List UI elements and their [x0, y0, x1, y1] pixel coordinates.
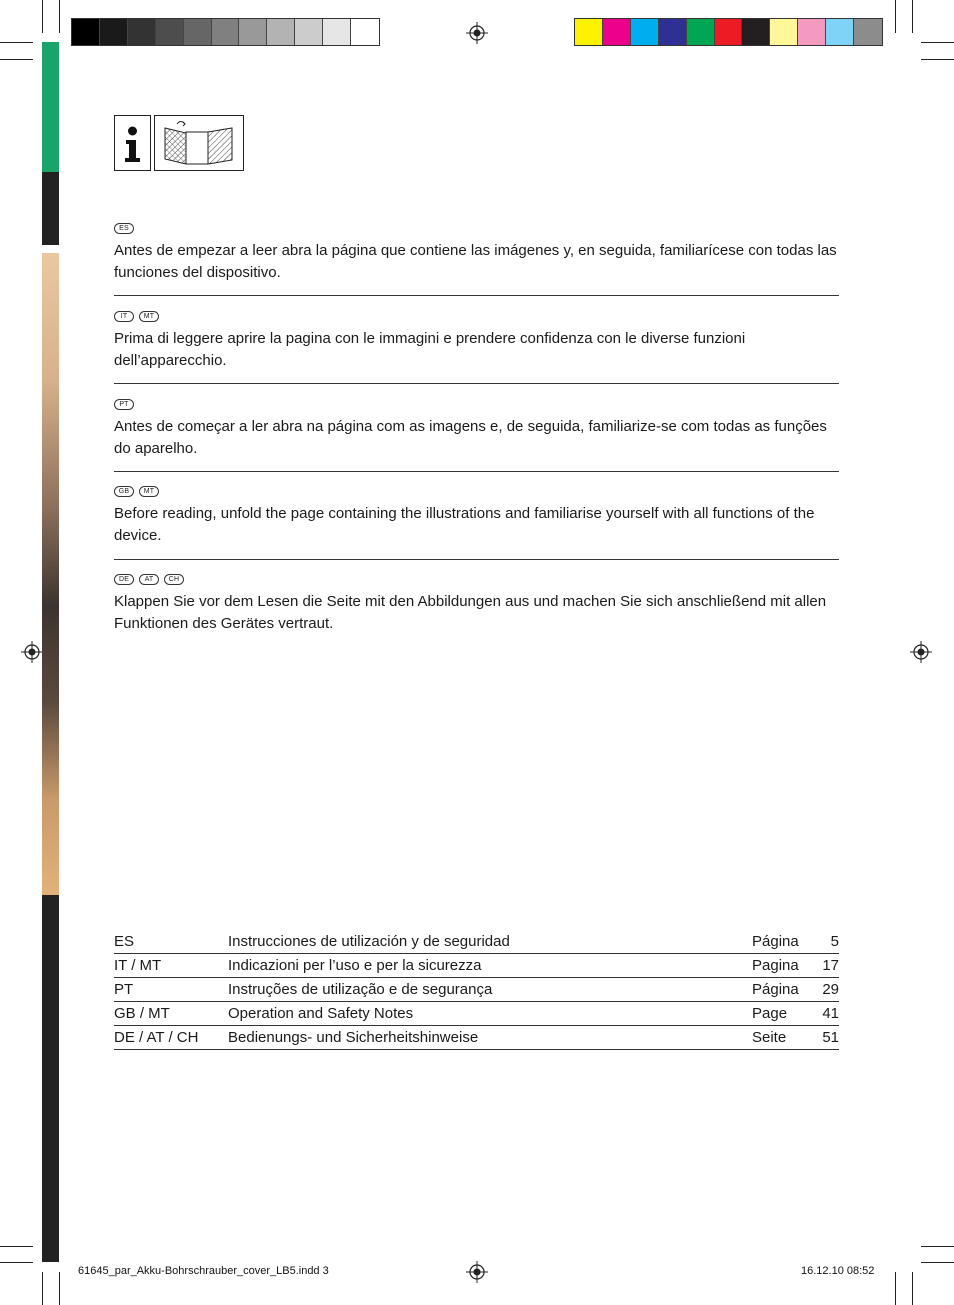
language-badge: IT — [114, 311, 134, 322]
toc-title: Indicazioni per l’uso e per la sicurezza — [228, 957, 482, 974]
section-text: Antes de começar a ler abra na página com as imagens e, de seguida, familiarize-se com todas as funções do aparelho. — [114, 418, 827, 457]
color-swatch — [715, 19, 743, 45]
color-swatch — [742, 19, 770, 45]
section-text: Before reading, unfold the page containing the illustrations and familiarise yourself with all functions of the device. — [114, 505, 815, 544]
language-section-de-at-ch — [114, 574, 839, 635]
edge-strip-green — [42, 42, 59, 172]
toc-page-label: Página — [752, 981, 799, 998]
color-swatch — [212, 19, 240, 45]
color-swatch — [798, 19, 826, 45]
edge-strip-photo — [42, 253, 59, 895]
registration-mark-icon — [910, 641, 932, 663]
info-icon — [114, 115, 151, 171]
language-badges — [114, 399, 839, 411]
language-badges — [114, 311, 839, 323]
color-swatch — [826, 19, 854, 45]
section-text: Klappen Sie vor dem Lesen die Seite mit den Abbildungen aus und machen Sie sich anschließend mit allen Funktionen des Gerätes vertraut. — [114, 593, 827, 632]
table-of-contents — [114, 930, 839, 1050]
toc-title: Operation and Safety Notes — [228, 1005, 414, 1022]
color-swatch — [687, 19, 715, 45]
footer-filename: 61645_par_Akku-Bohrschrauber_cover_LB5.indd 3 — [78, 1265, 329, 1277]
fold-out-page-icon — [154, 115, 244, 171]
toc-page-label: Página — [752, 933, 799, 950]
toc-language: GB / MT — [114, 1005, 170, 1022]
color-swatch — [659, 19, 687, 45]
crop-mark — [0, 1246, 33, 1247]
divider — [114, 295, 839, 296]
edge-strip-dark — [42, 172, 59, 245]
language-badges — [114, 223, 839, 235]
toc-language: DE / AT / CH — [114, 1029, 199, 1046]
divider — [114, 559, 839, 560]
edge-strip-dark-bottom — [42, 895, 59, 1262]
color-swatch — [184, 19, 212, 45]
color-swatch — [854, 19, 882, 45]
toc-page-number: 29 — [822, 981, 839, 998]
toc-row — [114, 930, 839, 954]
crop-mark — [0, 42, 33, 43]
toc-page-label: Pagina — [752, 957, 799, 974]
language-section-es — [114, 223, 839, 284]
crop-mark — [912, 1272, 913, 1305]
color-swatch — [267, 19, 295, 45]
language-badge: MT — [139, 486, 159, 497]
toc-page-number: 51 — [822, 1029, 839, 1046]
color-swatch — [351, 19, 379, 45]
language-badge: GB — [114, 486, 134, 497]
language-badge: PT — [114, 399, 134, 410]
toc-page-number: 17 — [822, 957, 839, 974]
toc-page-label: Page — [752, 1005, 788, 1022]
color-swatch — [603, 19, 631, 45]
toc-row — [114, 978, 839, 1002]
section-text: Antes de empezar a leer abra la página que contiene las imágenes y, en seguida, familiarícese con todas las funciones del dispositivo. — [114, 242, 837, 281]
color-swatch — [156, 19, 184, 45]
toc-page-number: 5 — [830, 933, 839, 950]
crop-mark — [42, 0, 43, 33]
color-swatch — [631, 19, 659, 45]
color-swatch — [770, 19, 798, 45]
divider — [114, 383, 839, 384]
color-swatch — [128, 19, 156, 45]
toc-row — [114, 1026, 839, 1050]
color-swatch — [295, 19, 323, 45]
process-color-bar — [574, 18, 883, 46]
toc-title: Instruções de utilização e de segurança — [228, 981, 493, 998]
language-badges — [114, 486, 839, 498]
language-badge: MT — [139, 311, 159, 322]
language-section-pt — [114, 399, 839, 460]
registration-mark-icon — [21, 641, 43, 663]
crop-mark — [921, 1262, 954, 1263]
toc-page-number: 41 — [822, 1005, 839, 1022]
registration-mark-icon — [466, 22, 488, 44]
crop-mark — [895, 1272, 896, 1305]
crop-mark — [59, 1272, 60, 1305]
color-swatch — [72, 19, 100, 45]
grayscale-color-bar — [71, 18, 380, 46]
registration-mark-icon — [466, 1261, 488, 1283]
crop-mark — [0, 59, 33, 60]
footer-datetime: 16.12.10 08:52 — [801, 1265, 875, 1277]
language-badge: DE — [114, 574, 134, 585]
toc-language: PT — [114, 981, 134, 998]
toc-row — [114, 1002, 839, 1026]
crop-mark — [42, 1272, 43, 1305]
toc-title: Instrucciones de utilización y de seguridad — [228, 933, 510, 950]
language-badge: AT — [139, 574, 159, 585]
language-badge: CH — [164, 574, 184, 585]
toc-language: IT / MT — [114, 957, 162, 974]
language-section-gb-mt — [114, 486, 839, 547]
color-swatch — [575, 19, 603, 45]
color-swatch — [100, 19, 128, 45]
crop-mark — [59, 0, 60, 33]
crop-mark — [921, 42, 954, 43]
color-swatch — [239, 19, 267, 45]
toc-language: ES — [114, 933, 135, 950]
crop-mark — [0, 1262, 33, 1263]
toc-title: Bedienungs- und Sicherheitshinweise — [228, 1029, 479, 1046]
language-badges — [114, 574, 839, 586]
crop-mark — [912, 0, 913, 33]
toc-page-label: Seite — [752, 1029, 787, 1046]
crop-mark — [921, 1246, 954, 1247]
crop-mark — [921, 59, 954, 60]
section-text: Prima di leggere aprire la pagina con le immagini e prendere confidenza con le diverse funzioni dell’apparecchio. — [114, 330, 746, 369]
language-section-it-mt — [114, 311, 839, 372]
divider — [114, 471, 839, 472]
crop-mark — [895, 0, 896, 33]
color-swatch — [323, 19, 351, 45]
language-badge: ES — [114, 223, 134, 234]
toc-row — [114, 954, 839, 978]
